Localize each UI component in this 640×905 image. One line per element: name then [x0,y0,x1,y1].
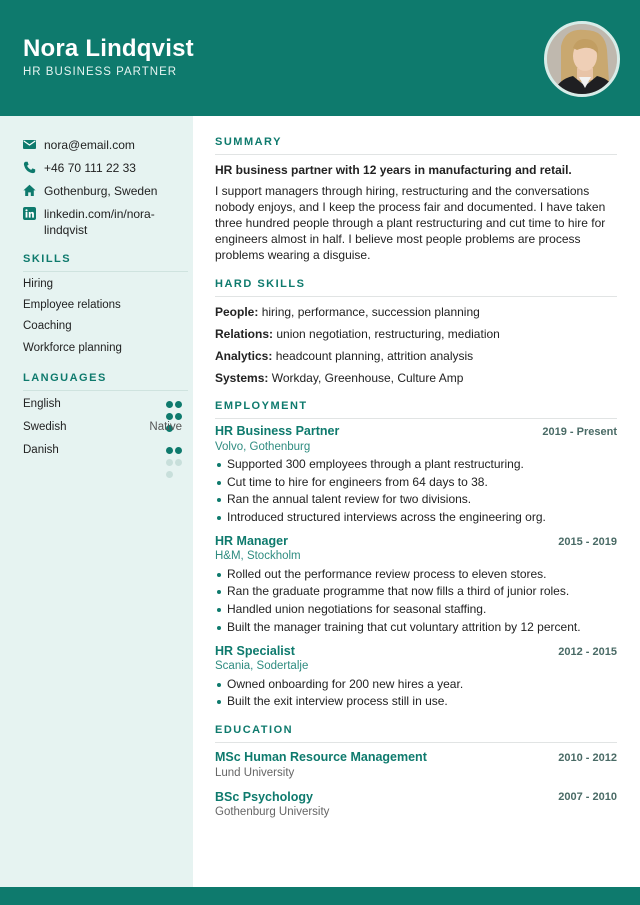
language-level-dots [166,401,188,409]
job-title: HR Specialist [215,644,295,658]
edu-dates: 2010 - 2012 [558,752,617,764]
linkedin-icon [23,207,36,220]
job-bullet: Supported 300 employees through a plant restructuring. [215,457,615,471]
education-heading: EDUCATION [215,724,617,743]
edu-school: Gothenburg University [215,806,330,818]
summary-heading: SUMMARY [215,136,617,155]
skill-item: Workforce planning [23,342,122,354]
skills-heading: SKILLS [23,253,188,272]
language-name: Swedish [23,421,67,433]
job-company: H&M, Stockholm [215,550,301,562]
edu-degree: MSc Human Resource Management [215,750,427,764]
candidate-name: Nora Lindqvist [23,35,194,62]
edu-degree: BSc Psychology [215,790,313,804]
edu-dates: 2007 - 2010 [558,791,617,803]
summary-lead: HR business partner with 12 years in manufacturing and retail. [215,163,572,177]
skill-item: Employee relations [23,299,121,311]
job-dates: 2015 - 2019 [558,536,617,548]
candidate-title: HR BUSINESS PARTNER [23,66,178,78]
language-level-dots [166,447,188,455]
hard-skill-row: Systems: Workday, Greenhouse, Culture Amp [215,371,464,385]
language-danish [23,444,188,460]
job-bullet: Ran the graduate programme that now fills a third of junior roles. [215,584,615,598]
level-dot [175,459,182,466]
language-name: English [23,398,61,410]
hard-skill-row: People: hiring, performance, succession planning [215,305,480,319]
language-swedish [23,421,188,437]
level-dot [166,413,173,420]
level-dot [175,401,182,408]
skill-item: Hiring [23,278,54,290]
job-company: Scania, Sodertalje [215,660,309,672]
job-title: HR Business Partner [215,424,340,438]
job-dates: 2012 - 2015 [558,646,617,658]
languages-heading: LANGUAGES [23,372,188,391]
job-bullet: Built the exit interview process still in use. [215,694,615,708]
avatar [544,21,620,97]
job-bullet: Introduced structured interviews across the engineering org. [215,510,615,524]
job-bullet: Rolled out the performance review process to eleven stores. [215,567,615,581]
edu-school: Lund University [215,767,295,779]
language-name: Danish [23,444,59,456]
footer-band [0,887,640,905]
level-dot [175,413,182,420]
phone-icon [23,161,36,174]
job-dates: 2019 - Present [542,426,617,438]
job-bullet: Built the manager training that cut voluntary attrition by 12 percent. [215,620,615,634]
hard-skills-heading: HARD SKILLS [215,278,617,297]
level-dot [166,447,173,454]
language-english [23,398,188,414]
level-dot [166,459,173,466]
level-dot [175,447,182,454]
email-icon [23,138,36,151]
job-bullet: Ran the annual talent review for two divisions. [215,492,615,506]
hard-skill-row: Relations: union negotiation, restructuring, mediation [215,327,500,341]
level-dot [166,471,173,478]
job-company: Volvo, Gothenburg [215,441,311,453]
job-bullet: Handled union negotiations for seasonal staffing. [215,602,615,616]
home-icon [23,184,36,197]
employment-heading: EMPLOYMENT [215,400,617,419]
skill-item: Coaching [23,320,72,332]
level-dot [166,401,173,408]
hard-skill-row: Analytics: headcount planning, attrition analysis [215,349,474,363]
job-bullet: Cut time to hire for engineers from 64 days to 38. [215,475,615,489]
job-bullet: Owned onboarding for 200 new hires a year. [215,677,615,691]
summary-body: I support managers through hiring, restructuring and the conversations nobody enjoys, and I keep the process fair and documented. I have taken three hundred people through a plant restructuring and cut time to hire for engineers almost in half. I believe most people problems are process problems wearing a disguise. [215,184,606,262]
language-level-label: Native [149,421,182,433]
job-title: HR Manager [215,534,288,548]
